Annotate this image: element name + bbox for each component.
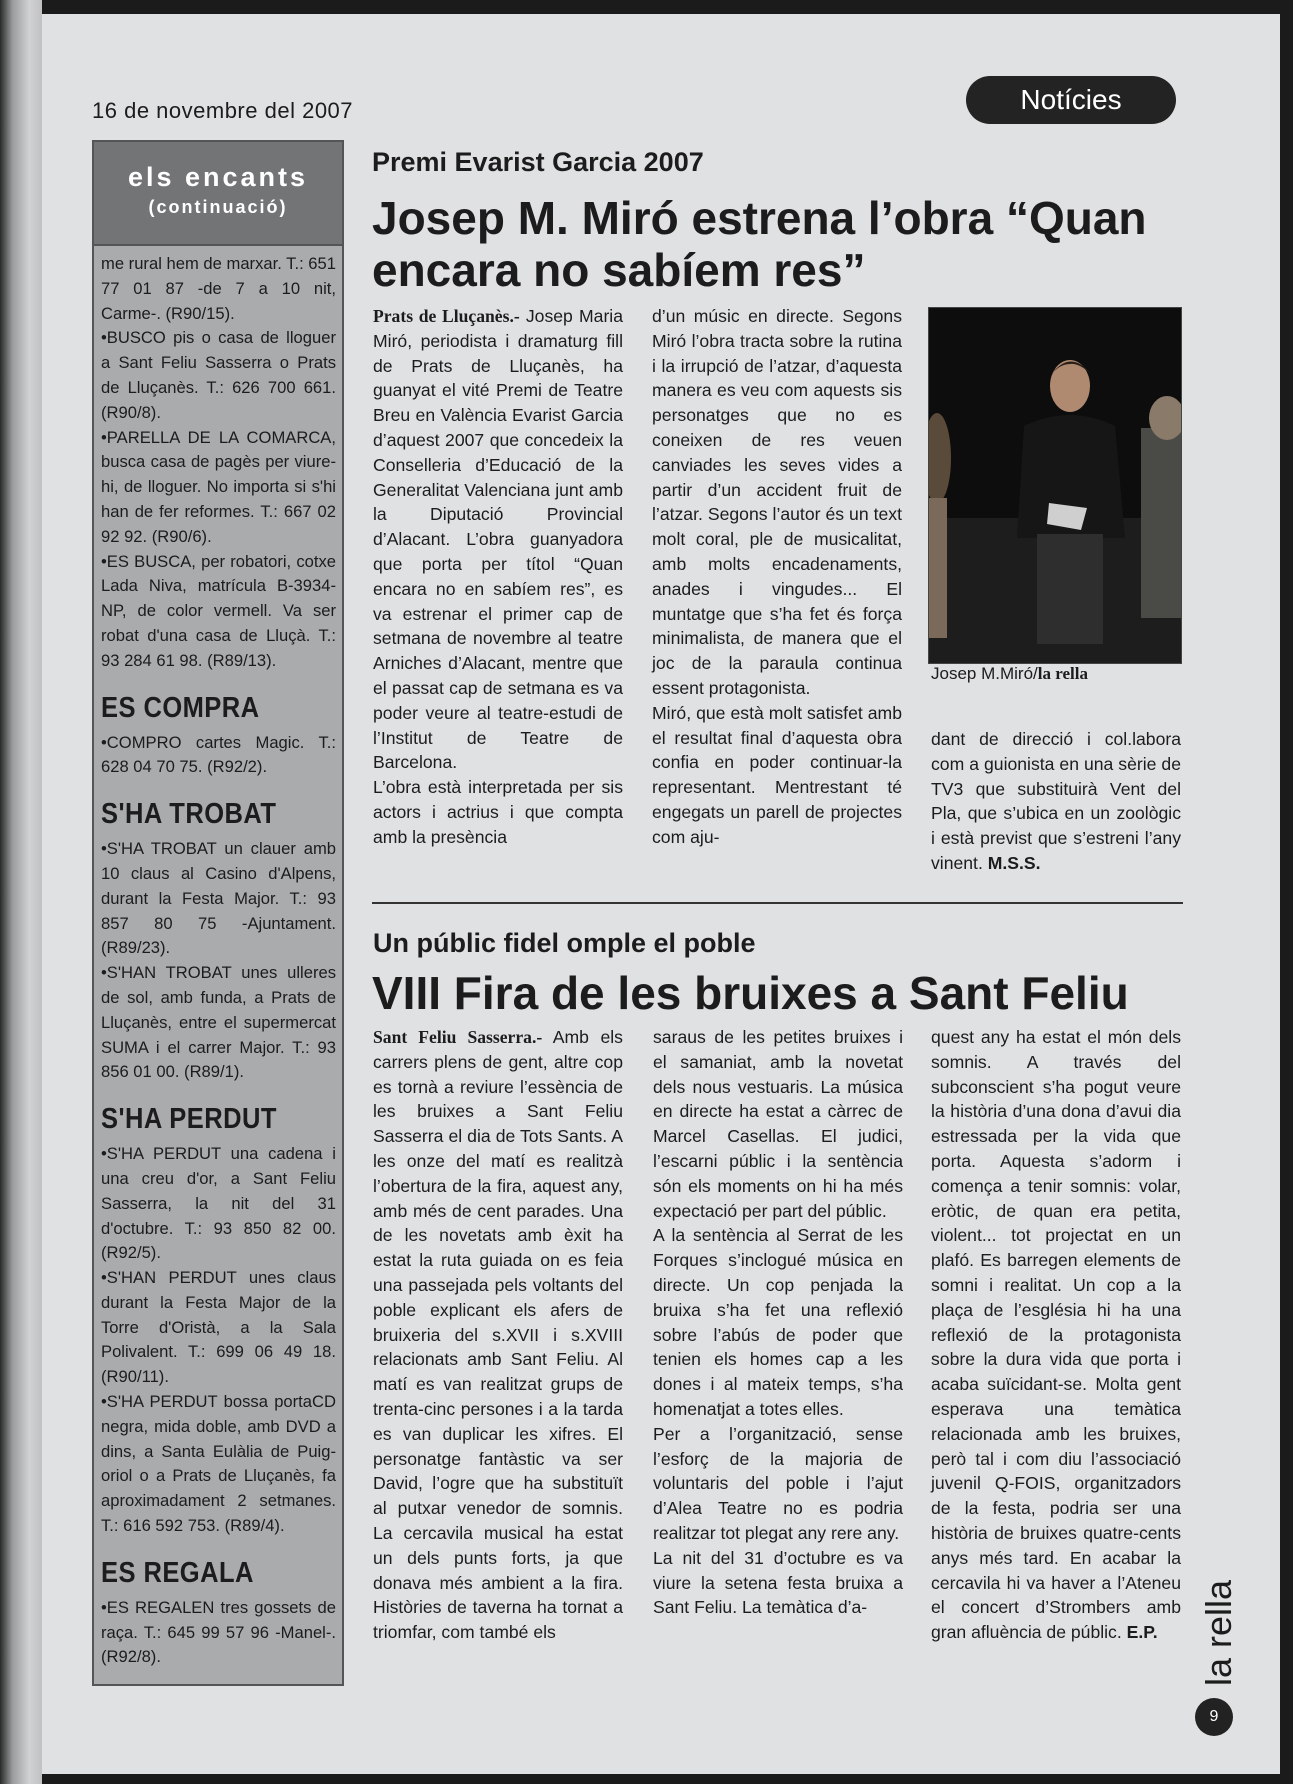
article1-body-5: dant de direcció i col.labora com a guionista en una sèrie de TV3 que substituirà Vent del Pla, que s’ubica en un zoològic i està previst que s’estreni l’any vinent. [931, 729, 1181, 873]
article1-photo [928, 307, 1182, 664]
article2-body-3: A la sentència al Serrat de les Forques s’inclogué música en directe. Un cop penjada la bruixa s’ha fet una reflexió sobre l’abús de poder que tenien els homes cap a les dones i al mateix temps, s’ha homenatjat a totes elles. [653, 1225, 903, 1419]
section-label: Notícies [966, 76, 1176, 124]
article2-body-5: La nit del 31 d’octubre es va viure la setena festa bruixa a Sant Feliu. La temàtica d’a- [653, 1547, 903, 1618]
category-heading: ES COMPRA [101, 691, 260, 724]
classifieds-sidebar [92, 140, 344, 1686]
article2-body-4: Per a l’organització, sense l’esforç de la majoria de voluntaris del poble i l’ajut d’Alea Teatre no es podria realitzar tot plegat any rere any. [653, 1423, 903, 1543]
page-fold [0, 0, 42, 1784]
article2-kicker: Un públic fidel omple el poble [373, 928, 756, 958]
classified-ad: •ES REGALEN tres gossets de raça. T.: 645 99 57 96 -Manel-. (R92/8). [101, 1597, 336, 1667]
photo-illustration [929, 308, 1181, 663]
article2-column-3 [931, 1025, 1181, 1645]
article2-column-1 [373, 1025, 623, 1645]
article1-column-1 [373, 304, 623, 850]
page-number: 9 [1195, 1698, 1233, 1736]
article2-signature: E.P. [1126, 1622, 1158, 1643]
article-divider [372, 902, 1183, 904]
article1-column-3 [931, 727, 1181, 876]
article1-signature: M.S.S. [987, 852, 1041, 873]
article1-headline-line1: Josep M. Miró estrena l’obra “Quan [372, 192, 1147, 244]
classified-ad: •S'HAN PERDUT unes claus durant la Festa Major de la Torre d'Oristà, a la Sala Polivalent. T.: 699 06 49 18. (R90/11). [101, 1268, 336, 1387]
classified-ad: •ES BUSCA, per robatori, cotxe Lada Niva, matrícula B-3934-NP, de color vermell. Va ser robat d'una casa de Lluçà. T.: 93 284 61 98. (R89/13). [101, 551, 336, 670]
article2-body-1: Amb els carrers plens de gent, altre cop es tornà a reviure l’essència de les bruixes a Sant Feliu Sasserra el dia de Tots Sants. A les onze del matí es realitzà l’obertura de la fira, aquest any, amb més de cent parades. Una de les novetats amb èxit ha estat la ruta guiada on es feia una passejada pels voltants del poble explicant els afers de bruixeria del s.XVII i s.XVIII relacionats amb Sant Feliu. Al matí es van realitzat grups de trenta-cinc persones i a la tarda es van duplicar les xifres. El personatge fantàstic va ser David, l’ogre que ha substituït al putxar venedor de somnis. La cercavila musical ha estat un dels punts forts, ja que donava més ambient a la fira. Històries de taverna ha tornat a triomfar, com també els [373, 1027, 623, 1643]
classified-ad: •S'HAN TROBAT unes ulleres de sol, amb funda, a Prats de Lluçanès, entre el supermercat SUMA i el carrer Major. T.: 93 856 01 00. (R89/1). [101, 963, 336, 1082]
article2-body-6: quest any ha estat el món dels somnis. A través del subconscient s’ha pogut veure la història d’una dona d’avui dia estressada per la vida que porta. Aquesta s’adorm i comença a tenir somnis: volar, eròtic, de quan era petita, violent... tot projectat en un plafó. Es barregen elements de somni i realitat. Un cop a la plaça de l’església hi ha una reflexió de la protagonista sobre la dura vida que porta i acaba suïcidant-se. Molta gent esperava una temàtica relacionada amb les bruixes, però tal i com diu l’associació juvenil Q-FOIS, organitzadors de la festa, podria ser una història de bruixes quatre-cents anys més tard. En acabar la cercavila hi va haver a l’Ateneu el concert d’Strombers amb gran afluència de públic. [931, 1027, 1181, 1643]
photo-credit: la rella [1037, 664, 1088, 683]
classifieds-title: els encants [127, 162, 309, 192]
classified-ad: me rural hem de marxar. T.: 651 77 01 87 -de 7 a 10 nit, Carme-. (R90/15). [101, 254, 336, 323]
photo-caption: Josep M.Miró/la rella [931, 664, 1088, 683]
classified-ad: •BUSCO pis o casa de lloguer a Sant Feliu Sasserra o Prats de Lluçanès. T.: 626 700 661. (R90/8). [101, 328, 336, 422]
article2-headline: VIII Fira de les bruixes a Sant Feliu [372, 967, 1129, 1019]
classified-ad: •COMPRO cartes Magic. T.: 628 04 70 75. (R92/2). [101, 732, 336, 777]
classified-ad: •PARELLA DE LA COMARCA, busca casa de pagès per viure-hi, de lloguer. No importa si s'hi han de fer reformes. T.: 667 02 92 92. (R90/6). [101, 427, 336, 546]
classified-ads [94, 246, 342, 1670]
article1-body-3: d’un músic en directe. Segons Miró l’obra tracta sobre la rutina i la irrupció de l’atzar, d’aquesta manera es veu com aquests sis personatges que no es coneixen de res veuen canviades les seves vides a partir d’un accident fruit de l’atzar. Segons l’autor és un text molt coral, ple de musicalitat, amb molts encadenaments, anades i vingudes... El muntatge que s’ha fet és força minimalista, de manera que el joc de la paraula continua essent protagonista. [652, 306, 902, 698]
article2-dateline: Sant Feliu Sasserra.- [373, 1027, 543, 1047]
classified-ad: •S'HA TROBAT un clauer amb 10 claus al Casino d'Alpens, durant la Festa Major. T.: 93 857 80 75 -Ajuntament. (R89/23). [101, 839, 336, 958]
category-heading: S'HA PERDUT [101, 1103, 277, 1136]
classifieds-header [94, 142, 342, 246]
article1-body-2: L’obra està interpretada per sis actors i actrius i que compta amb la presència [373, 777, 623, 847]
article1-body-4: Miró, que està molt satisfet amb el resultat final d’aquesta obra confia en poder continuar-la representant. Mentrestant té engegats un parell de projectes com aju- [652, 702, 902, 847]
article2-column-2 [653, 1025, 903, 1620]
category-heading: S'HA TROBAT [101, 798, 277, 831]
article1-dateline: Prats de Lluçanès.- [373, 306, 520, 326]
classified-ad: •S'HA PERDUT bossa portaCD negra, mida doble, amb DVD a dins, a Santa Eulàlia de Puig-oriol o a Prats de Lluçanès, fa aproximadament 2 setmanes. T.: 616 592 753. (R89/4). [101, 1392, 336, 1536]
article2-body-2: saraus de les petites bruixes i el samaniat, amb la novetat dels nous vestuaris. La música en directe ha estat a càrrec de Marcel Casellas. El judici, l’escarni públic i la sentència són els moments on hi ha més expectació per part del públic. [653, 1027, 903, 1221]
article1-headline-line2: encara no sabíem res” [372, 244, 866, 296]
classified-ad: •S'HA PERDUT una cadena i una creu d'or, a Sant Feliu Sasserra, la nit del 31 d'octubre. T.: 93 850 82 00. (R92/5). [101, 1144, 336, 1263]
category-heading: ES REGALA [101, 1556, 254, 1589]
classifieds-subtitle: (continuació) [148, 197, 288, 217]
article1-column-2 [652, 304, 902, 850]
publication-brand: la rella [1198, 1579, 1240, 1687]
article1-kicker: Premi Evarist Garcia 2007 [372, 147, 704, 177]
article1-body-1: Josep Maria Miró, periodista i dramaturg fill de Prats de Lluçanès, ha guanyat el vité Premi de Teatre Breu en València Evarist Garcia d’aquest 2007 que concedeix la Conselleria d’Educació de la Generalitat Valenciana junt amb la Diputació Provincial d’Alacant. L’obra guanyadora que porta per títol “Quan encara no en sabíem res”, es va estrenar el primer cap de setmana de novembre al teatre Arniches d’Alacant, mentre que el passat cap de setmana es va poder veure al teatre-estudi de l’Institut de Teatre de Barcelona. [373, 306, 623, 773]
issue-date: 16 de novembre del 2007 [92, 98, 354, 123]
